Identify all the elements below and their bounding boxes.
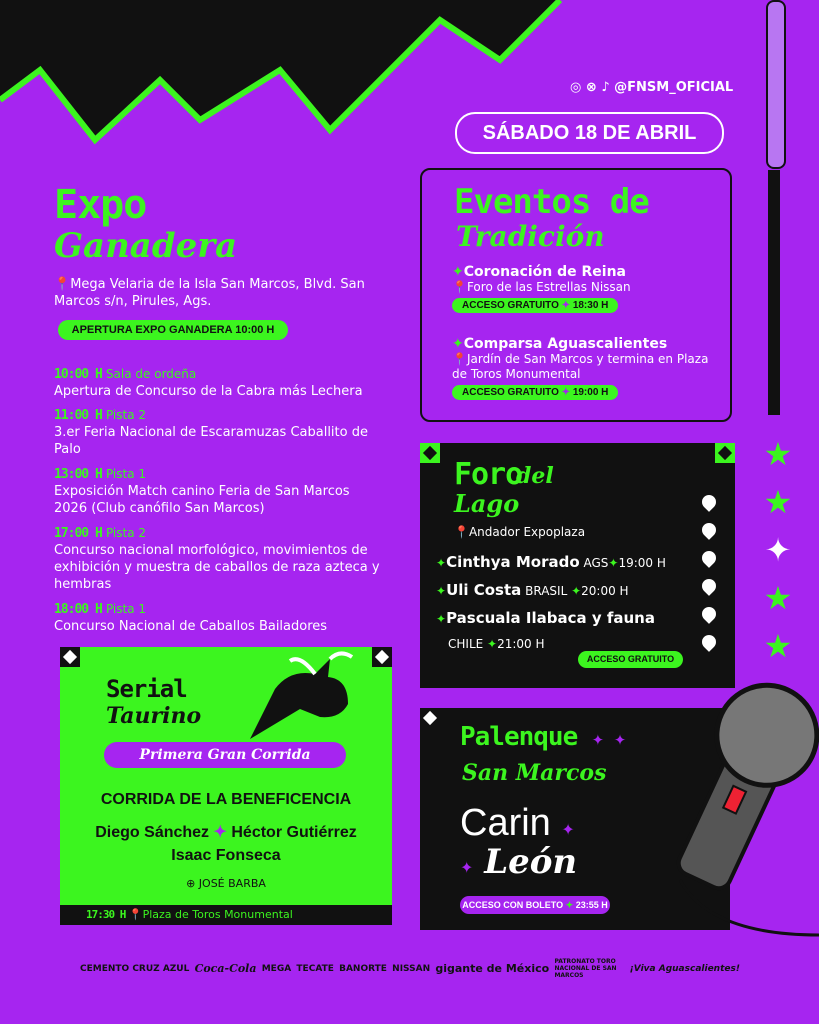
sponsor-logo: PATRONATO TORO NACIONAL DE SAN MARCOS [554,958,617,979]
sponsor-logo: NISSAN [392,963,431,974]
pin-icon: 📍 [128,908,143,921]
tradicion-access-badge: ACCESO GRATUITO ✦ 19:00 H [452,385,618,400]
sponsor-logo: BANORTE [339,963,387,974]
ganaderia-brand-icon: ⊕ [186,877,196,890]
pin-icon: 📍 [54,277,71,292]
taurino-title-line2: Taurino [106,703,202,729]
sponsor-logo: TECATE [296,963,334,974]
lago-act-2: ✦Uli Costa BRASIL ✦20:00 H [436,581,629,599]
right-ornament-strip [764,0,784,415]
tradicion-title-line1: Eventos de [454,182,649,222]
palenque-artist-line1: Carin ✦ [460,802,575,844]
sponsors-bar [80,958,740,979]
taurino-toreros-line1: Diego Sánchez ✦ Héctor Gutiérrez [95,824,357,841]
right-stars: ★ ★ ✦ ★ ★ [763,435,793,665]
taurino-event: CORRIDA DE LA BENEFICENCIA [100,791,352,808]
list-item: 10:00 H Sala de ordeña Apertura de Concurso de la Cabra más Lechera [54,367,363,399]
palenque-title-line2: San Marcos [462,760,607,786]
sponsor-logo: CEMENTO CRUZ AZUL [80,963,190,974]
sponsor-logo: gigante de México [435,962,550,975]
date-banner [455,112,724,154]
lago-place: 📍Andador Expoplaza [454,525,586,539]
list-item: 13:00 H Pista 1 Exposición Match canino Feria de San Marcos 2026 (Club canófilo San Marcos) [54,467,350,516]
palenque-artist-line2: ✦ León [460,842,578,882]
lago-access-badge: ACCESO GRATUITO [578,651,683,668]
expo-title-line2: Ganadera [54,226,238,266]
tradicion-event-2: ✦Comparsa Aguascalientes 📍Jardín de San Marcos y termina en Plaza de Toros Monumental ACCESO GRATUITO ✦ 19:00 H [452,336,709,398]
taurino-ganaderia: ⊕ JOSÉ BARBA [186,877,266,890]
pin-icon: 📍 [452,280,467,294]
bull-illustration [230,649,360,744]
social-handle[interactable]: @FNSM_OFICIAL [614,80,734,95]
taurino-subtitle-badge: Primera Gran Corrida [104,742,346,768]
expo-opening-badge: APERTURA EXPO GANADERA 10:00 H [58,320,288,340]
microphone-illustration [640,680,819,960]
tiktok-icon[interactable]: ♪ [601,80,610,95]
tradicion-title-line2: Tradición [456,220,605,253]
x-icon[interactable]: ⊗ [585,80,597,95]
list-item: 18:00 H Pista 1 Concurso Nacional de Caballos Bailadores [54,602,328,634]
lago-act-3-meta: CHILE ✦21:00 H [448,637,545,651]
lago-title-foro: Foro [454,457,523,492]
expo-location [54,276,389,310]
list-item: 17:00 H Pista 2 Concurso nacional morfológico, movimientos de exhibición y muestra de caballos de raza azteca y hembras [54,526,380,592]
taurino-card [60,647,392,925]
expo-location-text: Mega Velaria de la Isla San Marcos, Blvd. San Marcos s/n, Pirules, Ags. [54,277,365,309]
lago-title-lago: Lago [454,489,520,518]
pin-icon: 📍 [454,525,469,539]
palenque-title-line1: Palenque ✦ ✦ [460,722,626,752]
expo-title-line1: Expo [54,182,147,228]
sponsor-logo: ¡Viva Aguascalientes! [629,963,740,974]
list-item: 11:00 H Pista 2 3.er Feria Nacional de Escaramuzas Caballito de Palo [54,408,368,457]
taurino-toreros-line2: Isaac Fonseca [171,847,281,864]
pin-icon: 📍 [452,352,467,366]
lago-card [420,443,735,688]
social-bar [570,80,733,95]
sponsor-logo: Coca-Cola [194,962,257,975]
taurino-footer: 17:30 H 📍Plaza de Toros Monumental [60,905,392,925]
tradicion-event-1: ✦Coronación de Reina 📍Foro de las Estrellas Nissan ACCESO GRATUITO ✦ 18:30 H [452,264,631,311]
lago-act-1: ✦Cinthya Morado AGS✦19:00 H [436,553,666,571]
lago-title-del: del [516,463,554,489]
lago-act-3: ✦Pascuala Ilabaca y fauna [436,609,655,627]
instagram-icon[interactable]: ◎ [570,80,582,95]
taurino-title-line1: Serial [106,675,187,703]
tradicion-card [420,168,732,422]
date-text: SÁBADO 18 DE ABRIL [482,122,697,144]
tradicion-access-badge: ACCESO GRATUITO ✦ 18:30 H [452,298,618,313]
sponsor-logo: MEGA [261,963,292,974]
palenque-access-badge: ACCESO CON BOLETO ✦ 23:55 H [460,896,610,914]
expo-events-list [54,366,384,635]
